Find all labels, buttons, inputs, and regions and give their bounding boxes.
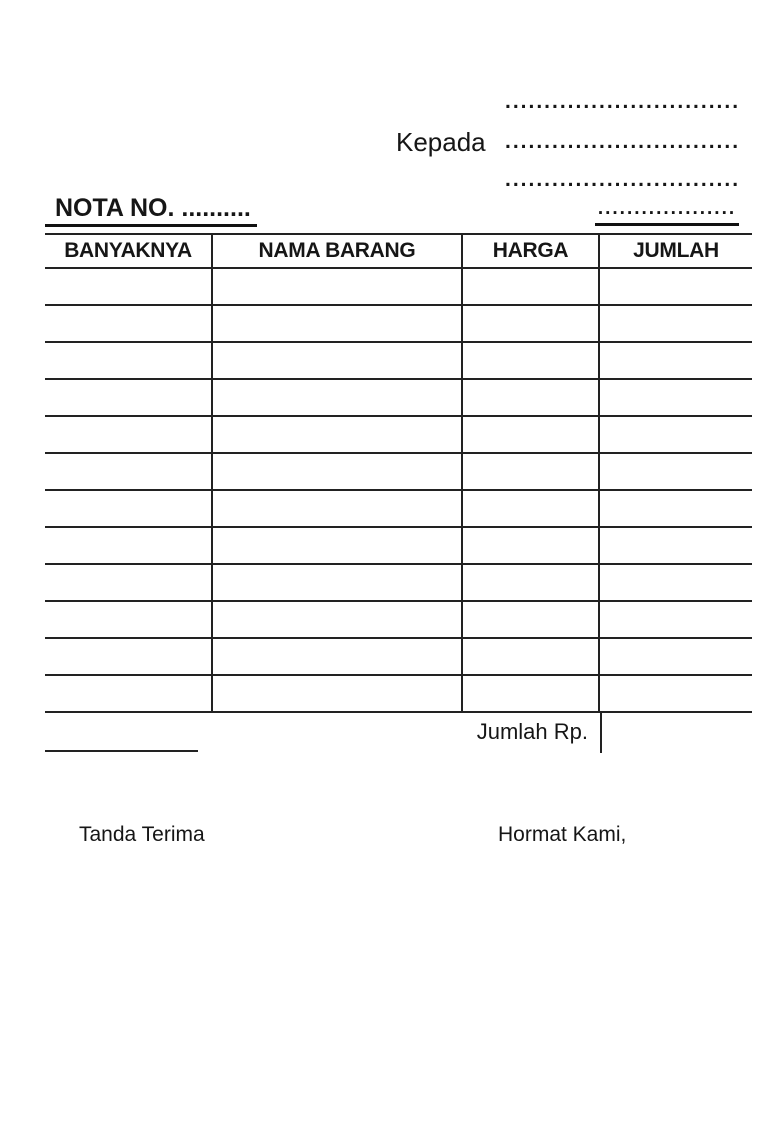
table-cell (463, 380, 600, 415)
recipient-fill-line-1: .............................. (505, 91, 741, 112)
table-row (45, 454, 752, 491)
table-cell (600, 380, 752, 415)
table-cell (600, 417, 752, 452)
sender-signature-label: Hormat Kami, (498, 823, 627, 846)
table-cell (600, 491, 752, 526)
recipient-fill-line-3: .............................. (505, 169, 741, 190)
table-cell (213, 602, 463, 637)
table-cell (45, 565, 213, 600)
table-cell (45, 676, 213, 711)
recipient-fill-line-2: .............................. (505, 131, 741, 152)
column-header-harga: HARGA (463, 235, 600, 267)
table-cell (463, 343, 600, 378)
table-cell (45, 454, 213, 489)
column-header-banyaknya: BANYAKNYA (45, 235, 213, 267)
table-cell (463, 269, 600, 304)
table-cell (463, 306, 600, 341)
items-table-header (45, 233, 752, 269)
table-cell (213, 269, 463, 304)
table-cell (463, 602, 600, 637)
table-cell (600, 676, 752, 711)
column-header-jumlah: JUMLAH (633, 239, 719, 262)
table-row (45, 380, 752, 417)
items-table (45, 233, 752, 713)
column-header-nama-barang: NAMA BARANG (213, 235, 463, 267)
table-cell (45, 417, 213, 452)
table-cell (45, 306, 213, 341)
receiver-signature-label: Tanda Terima (79, 823, 205, 846)
table-cell (213, 491, 463, 526)
nota-number-title: NOTA NO. .......... (45, 194, 257, 227)
table-cell (213, 380, 463, 415)
table-cell (600, 528, 752, 563)
table-row (45, 491, 752, 528)
table-cell (45, 380, 213, 415)
table-cell (213, 565, 463, 600)
nota-date-fill-line: ................... (595, 199, 739, 226)
table-cell (463, 454, 600, 489)
table-cell (213, 343, 463, 378)
table-row (45, 417, 752, 454)
table-cell (213, 306, 463, 341)
total-label: Jumlah Rp. (476, 719, 588, 744)
table-row (45, 306, 752, 343)
table-cell (45, 491, 213, 526)
signature-line (45, 750, 198, 752)
table-row (45, 639, 752, 676)
table-cell (600, 602, 752, 637)
table-cell (213, 454, 463, 489)
table-cell (45, 602, 213, 637)
table-cell (45, 269, 213, 304)
table-cell (600, 269, 752, 304)
table-row (45, 602, 752, 639)
table-cell (600, 454, 752, 489)
table-cell (45, 528, 213, 563)
table-cell (463, 491, 600, 526)
table-row (45, 565, 752, 602)
table-cell (463, 676, 600, 711)
table-cell (463, 565, 600, 600)
table-cell (600, 306, 752, 341)
table-cell (213, 639, 463, 674)
table-row (45, 269, 752, 306)
table-cell (213, 528, 463, 563)
total-value-cell (600, 713, 752, 753)
table-cell (600, 343, 752, 378)
table-cell (600, 565, 752, 600)
table-cell (45, 343, 213, 378)
table-row (45, 528, 752, 565)
total-row (45, 713, 752, 753)
table-cell (463, 639, 600, 674)
table-row (45, 343, 752, 380)
table-cell (463, 417, 600, 452)
items-table-body (45, 269, 752, 713)
table-cell (600, 639, 752, 674)
table-cell (463, 528, 600, 563)
table-cell (213, 417, 463, 452)
table-cell (45, 639, 213, 674)
table-cell (213, 676, 463, 711)
total-row-spacer (45, 713, 463, 753)
table-row (45, 676, 752, 713)
recipient-label: Kepada (396, 127, 486, 157)
